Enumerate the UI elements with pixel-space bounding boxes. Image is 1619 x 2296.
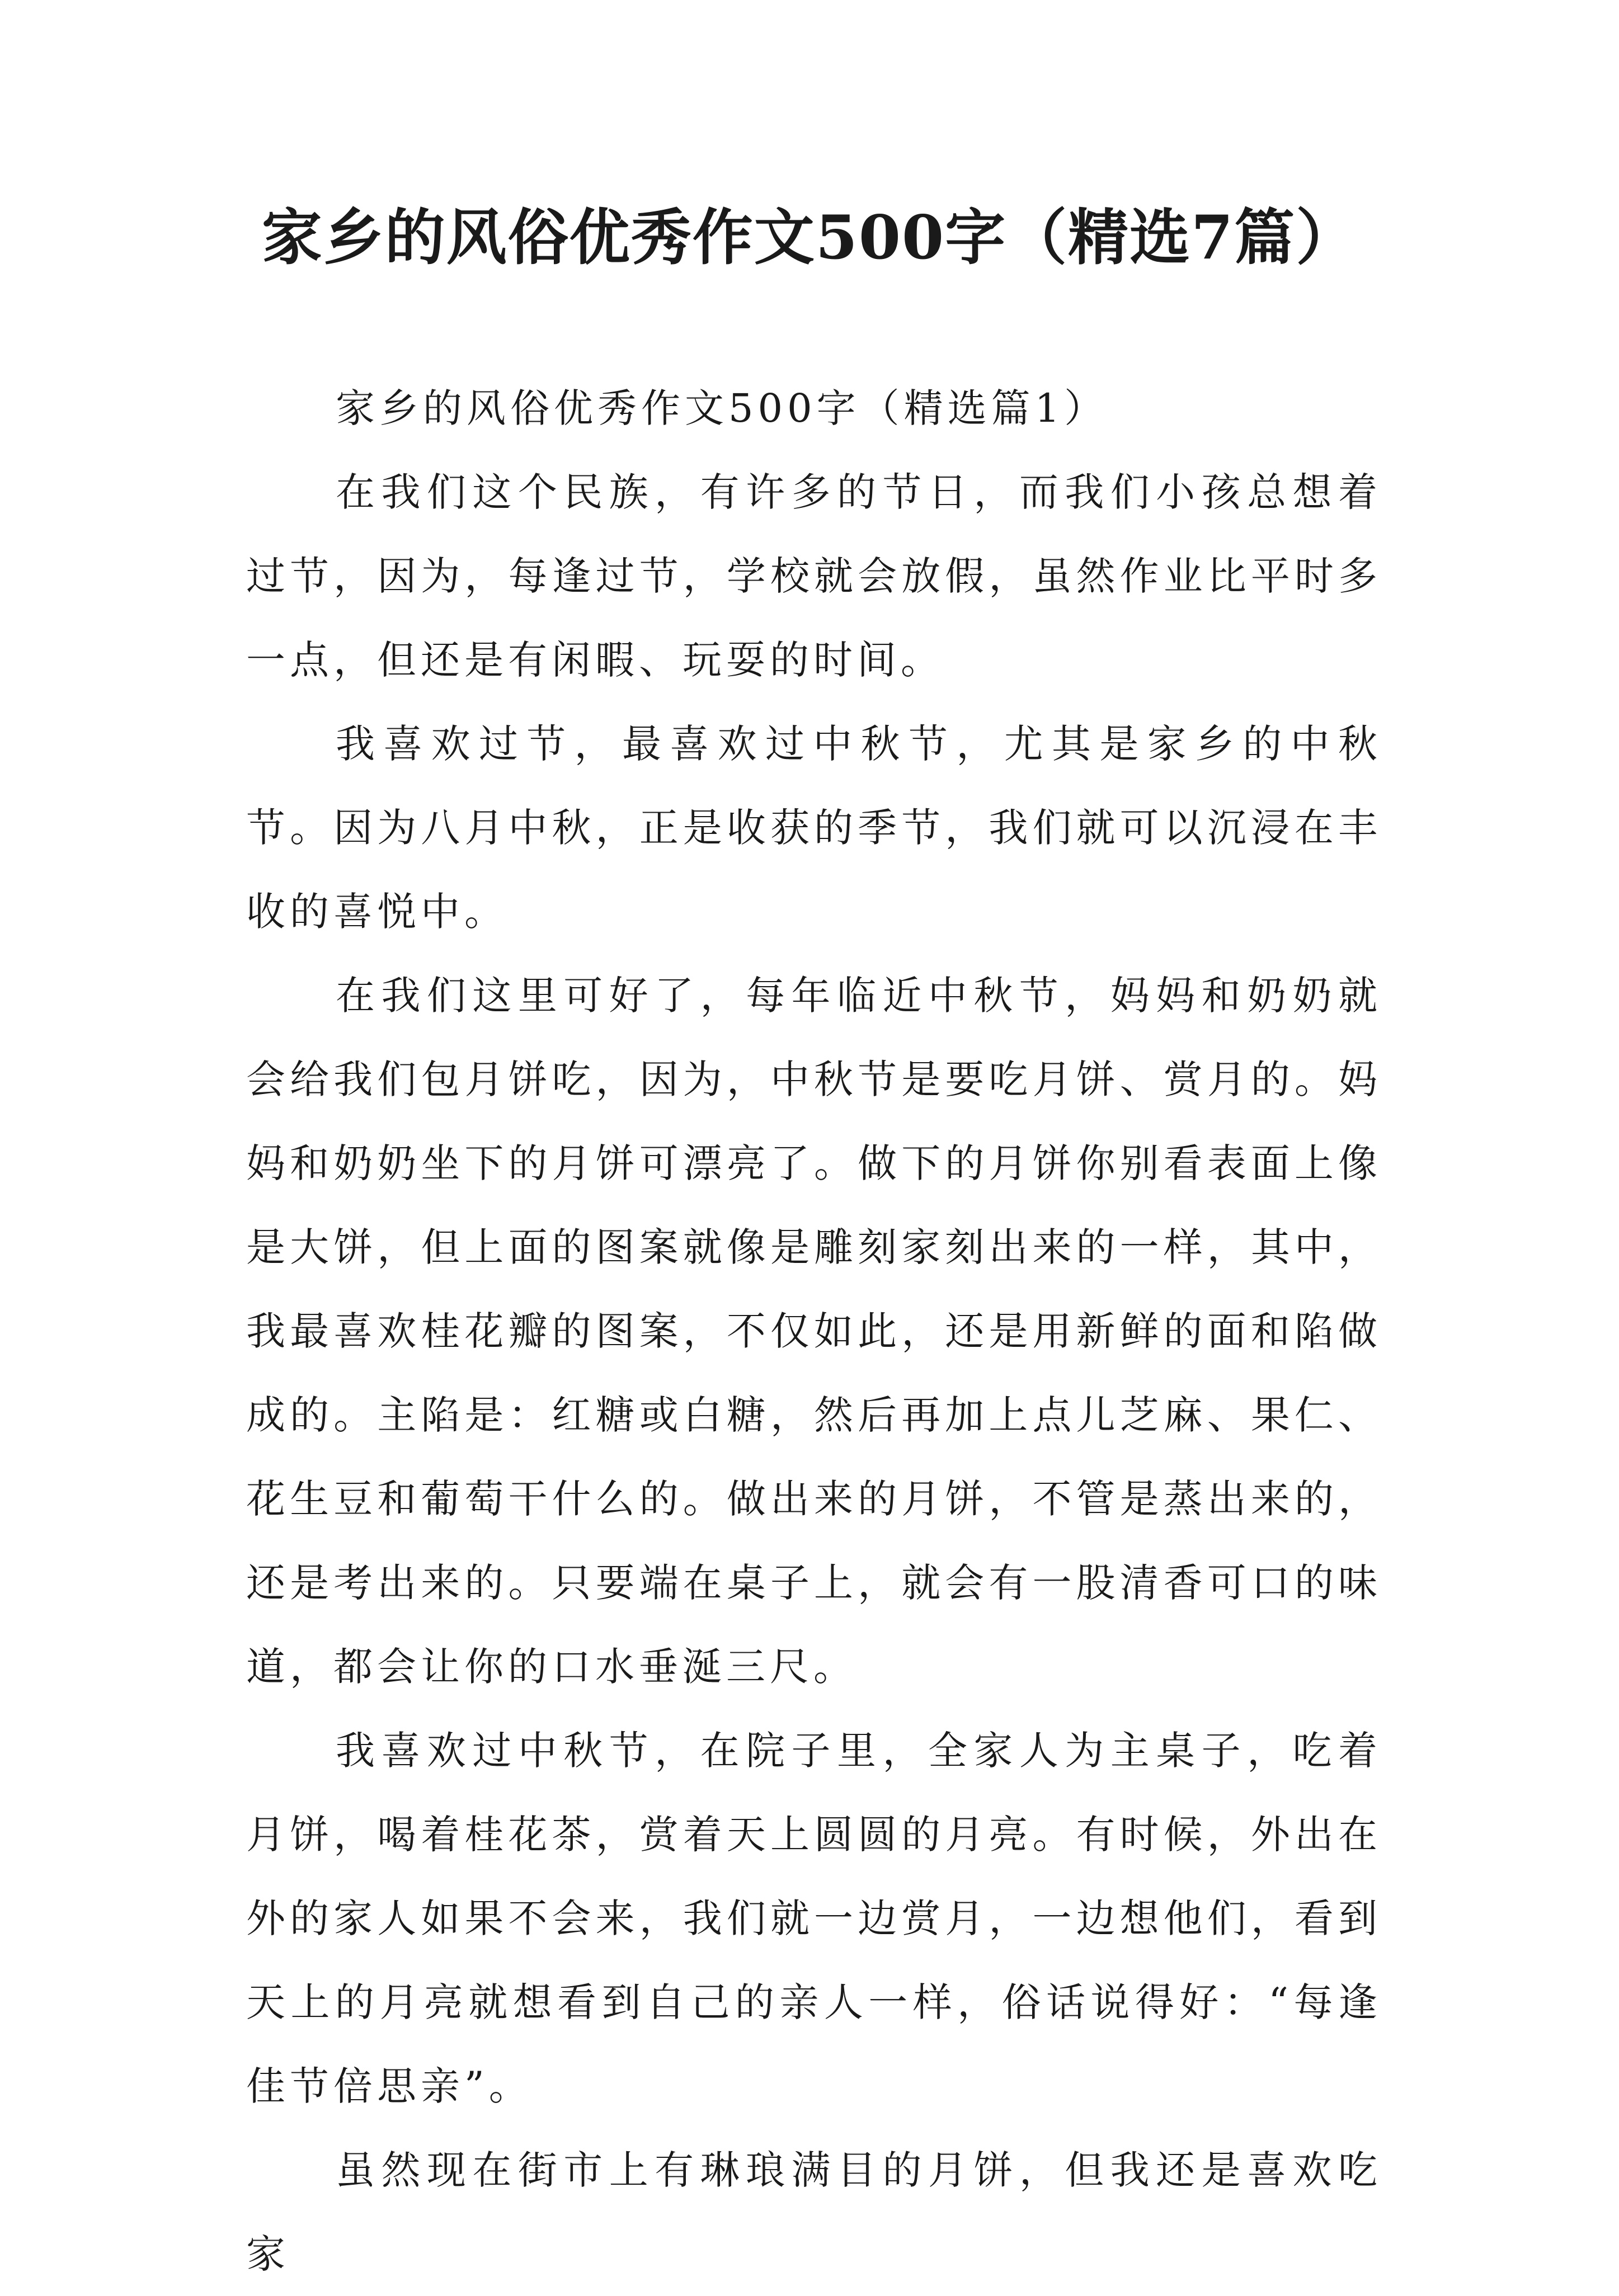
section-heading: 家乡的风俗优秀作文500字（精选篇1） [336,385,1108,431]
paragraph: 我喜欢过节，最喜欢过中秋节，尤其是家乡的中秋节。因为八月中秋，正是收获的季节，我们就可以沉浸在丰收的喜悦中。 [246,721,1382,935]
paragraph: 在我们这个民族，有许多的节日，而我们小孩总想着过节，因为，每逢过节，学校就会放假，虽然作业比平时多一点，但还是有闲暇、玩耍的时间。 [246,469,1382,683]
paragraph: 在我们这里可好了，每年临近中秋节，妈妈和奶奶就会给我们包月饼吃，因为，中秋节是要吃月饼、赏月的。妈妈和奶奶坐下的月饼可漂亮了。做下的月饼你别看表面上像是大饼，但上面的图案就像是雕刻家刻出来的一样，其中，我最喜欢桂花瓣的图案，不仅如此，还是用新鲜的面和陷做成的。主陷是：红糖或白糖，然后再加上点儿芝麻、果仁、花生豆和葡萄干什么的。做出来的月饼，不管是蒸出来的，还是考出来的。只要端在桌子上，就会有一股清香可口的味道，都会让你的口水垂涎三尺。 [246,973,1382,1690]
document-body [246,366,1382,2296]
paragraph: 虽然现在街市上有琳琅满目的月饼，但我还是喜欢吃家 [246,2147,1382,2277]
document-title: 家乡的风俗优秀作文500字（精选7篇） [261,202,1358,273]
paragraph: 我喜欢过中秋节，在院子里，全家人为主桌子，吃着月饼，喝着桂花茶，赏着天上圆圆的月亮。有时候，外出在外的家人如果不会来，我们就一边赏月，一边想他们，看到天上的月亮就想看到自己的亲人一样，俗话说得好：“每逢佳节倍思亲”。 [246,1728,1382,2109]
